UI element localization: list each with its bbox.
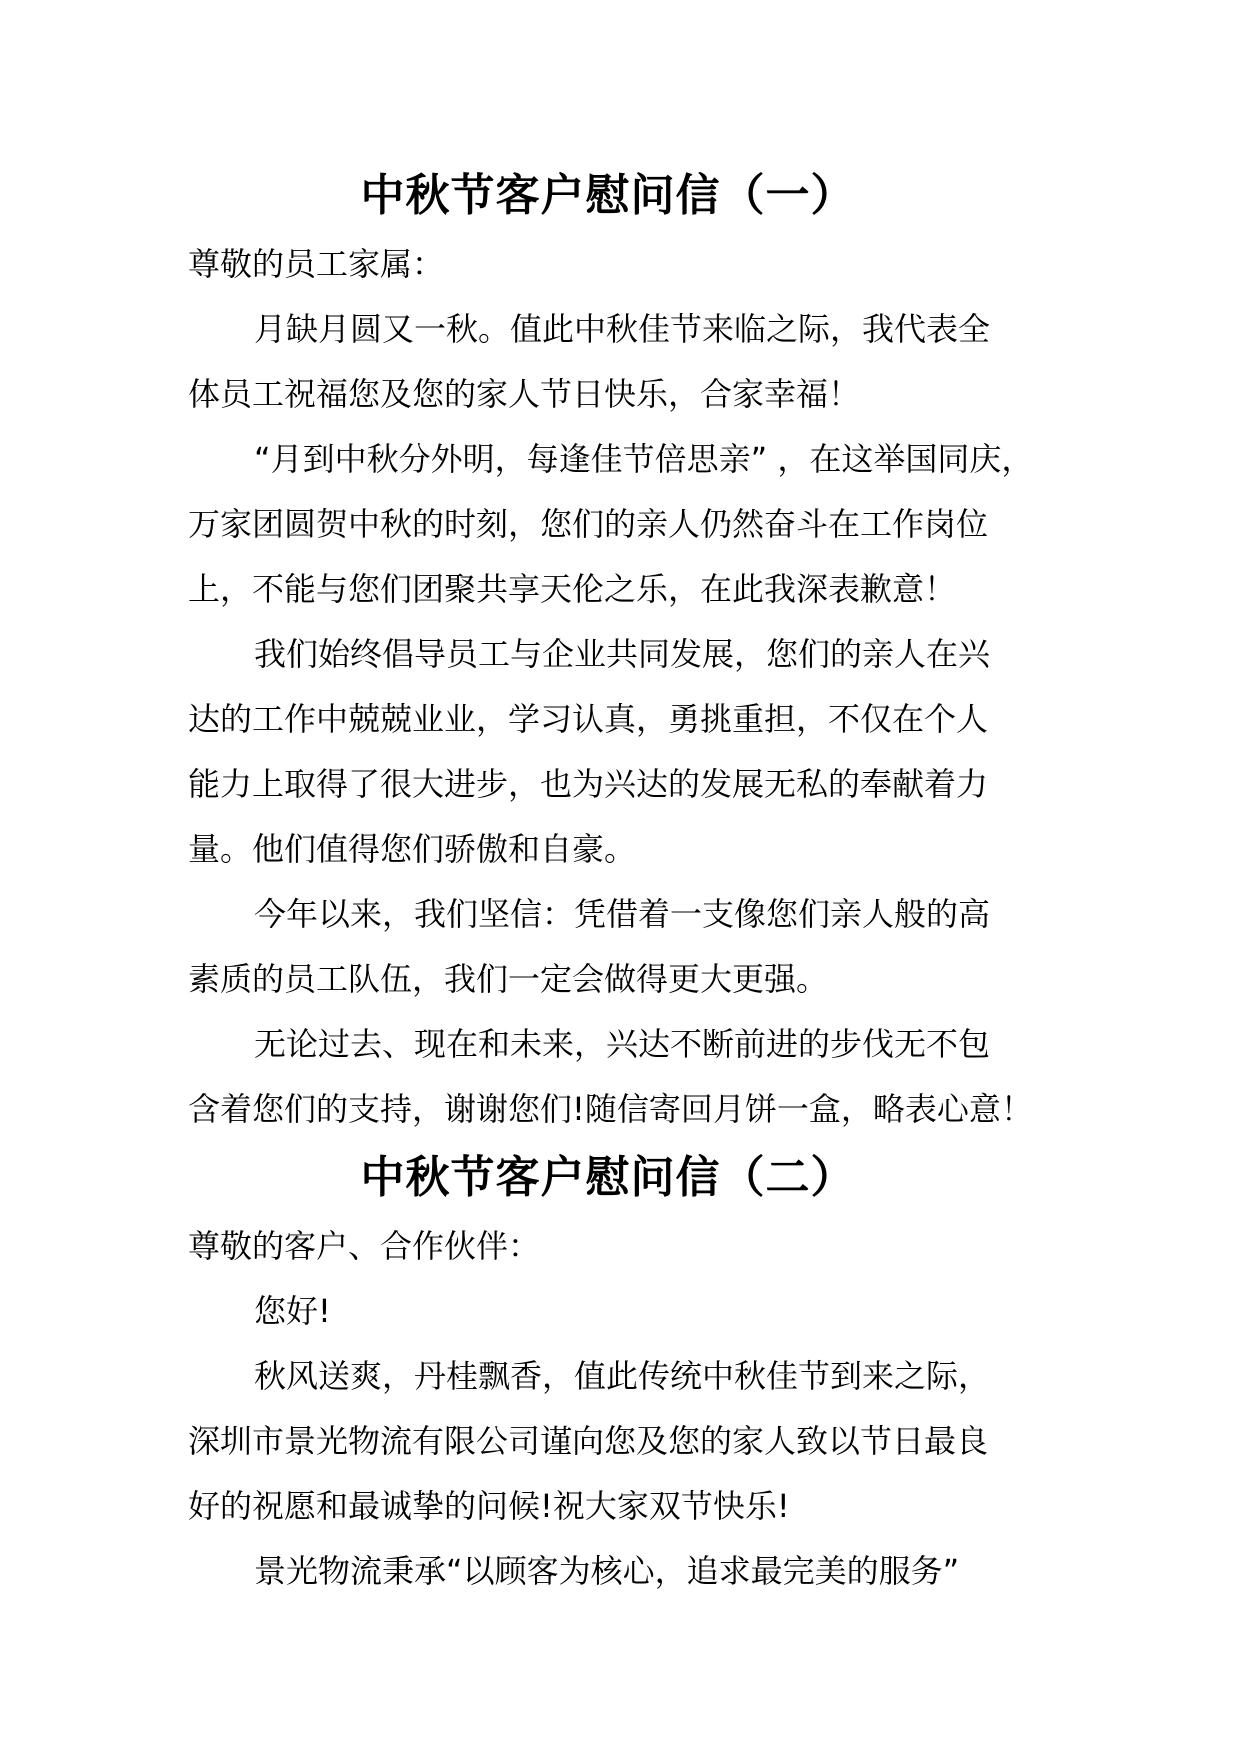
body-line: 今年以来，我们坚信：凭借着一支像您们亲人般的高 (254, 895, 991, 933)
letter-two (188, 1142, 1068, 1604)
body-line: 含着您们的支持，谢谢您们!随信寄回月饼一盒，略表心意！ (188, 1090, 1033, 1128)
letter-two-body (188, 1279, 1068, 1604)
body-line: 深圳市景光物流有限公司谨向您及您的家人致以节日最良 (188, 1422, 989, 1460)
body-line: 好的祝愿和最诚挚的问候!祝大家双节快乐! (188, 1487, 790, 1525)
body-line: 月缺月圆又一秋。值此中秋佳节来临之际，我代表全 (254, 310, 991, 348)
document-page (188, 160, 1068, 1604)
body-line: 素质的员工队伍，我们一定会做得更大更强。 (188, 960, 829, 998)
body-line: 景光物流秉承“以顾客为核心，追求最完美的服务” (254, 1552, 960, 1590)
body-line: “月到中秋分外明，每逢佳节倍思亲” ，在这举国同庆， (254, 440, 1034, 478)
body-line: 无论过去、现在和未来，兴达不断前进的步伐无不包 (254, 1025, 991, 1063)
letter-one-body (188, 297, 1068, 1142)
letter-two-title: 中秋节客户慰问信（二） (360, 1152, 856, 1203)
body-line: 我们始终倡导员工与企业共同发展，您们的亲人在兴 (254, 635, 991, 673)
body-line: 上，不能与您们团聚共享天伦之乐，在此我深表歉意！ (188, 570, 957, 608)
body-line: 秋风送爽，丹桂飘香，值此传统中秋佳节到来之际， (254, 1357, 991, 1395)
letter-one-title: 中秋节客户慰问信（一） (360, 170, 856, 221)
letter-two-salutation: 尊敬的客户、合作伙伴： (188, 1227, 541, 1265)
body-line: 您好! (254, 1292, 331, 1330)
body-line: 体员工祝福您及您的家人节日快乐，合家幸福！ (188, 375, 861, 413)
body-line: 达的工作中兢兢业业，学习认真，勇挑重担，不仅在个人 (188, 700, 989, 738)
letter-one (188, 160, 1068, 1142)
letter-one-salutation: 尊敬的员工家属： (188, 245, 445, 283)
body-line: 能力上取得了很大进步，也为兴达的发展无私的奉献着力 (188, 765, 989, 803)
body-line: 量。他们值得您们骄傲和自豪。 (188, 830, 637, 868)
body-line: 万家团圆贺中秋的时刻，您们的亲人仍然奋斗在工作岗位 (188, 505, 989, 543)
